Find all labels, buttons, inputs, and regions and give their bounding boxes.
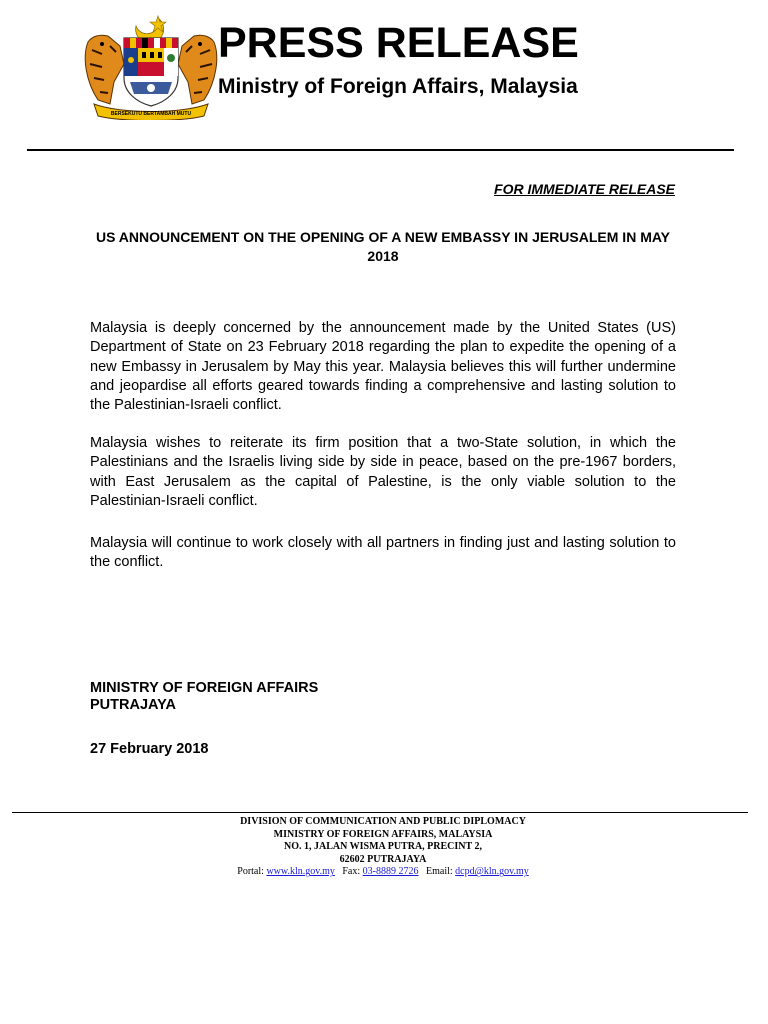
release-date: 27 February 2018 (90, 741, 209, 757)
body-paragraph-3: Malaysia will continue to work closely with all partners in finding just and lasting solution to the conflict. (90, 535, 676, 571)
footer-ministry: MINISTRY OF FOREIGN AFFAIRS, MALAYSIA (273, 828, 493, 840)
signature-location: PUTRAJAYA (90, 697, 176, 713)
footer-address: NO. 1, JALAN WISMA PUTRA, PRECINT 2, (284, 841, 482, 853)
headline: US ANNOUNCEMENT ON THE OPENING OF A NEW EMBASSY IN JERUSALEM IN MAY 2018 (95, 229, 671, 264)
signature-ministry: MINISTRY OF FOREIGN AFFAIRS (90, 680, 319, 696)
footer-postcode: 62602 PUTRAJAYA (339, 853, 427, 865)
page-title: PRESS RELEASE (218, 19, 579, 67)
crest-banner-text: BERSEKUTU BERTAMBAH MUTU (110, 111, 192, 117)
ministry-subtitle: Ministry of Foreign Affairs, Malaysia (218, 75, 578, 98)
coat-of-arms-icon (80, 12, 222, 120)
header-divider (27, 149, 734, 151)
fax-label: Fax: (342, 866, 361, 878)
footer-division: DIVISION OF COMMUNICATION AND PUBLIC DIPLOMACY (240, 816, 526, 827)
immediate-release-tag: FOR IMMEDIATE RELEASE (494, 181, 675, 197)
fax-link[interactable]: 03-8889 2726 (362, 866, 419, 878)
footer-divider (12, 812, 748, 813)
email-link[interactable]: dcpd@kln.gov.my (455, 866, 529, 878)
footer (12, 816, 754, 879)
body-paragraph-1: Malaysia is deeply concerned by the announcement made by the United States (US) Department of State on 23 February 2018 regarding the plan to expedite the opening of a new Embassy in Jerusalem by May this year. Malaysia believes this will further undermine and jeopardise all efforts geared towards finding a comprehensive and lasting solution to the Palestinian-Israeli conflict. (90, 320, 676, 414)
email-label: Email: (426, 866, 453, 878)
portal-label: Portal: (237, 866, 264, 878)
footer-contact (12, 866, 754, 879)
body-paragraph-2: Malaysia wishes to reiterate its firm position that a two-State solution, in which the Palestinians and the Israelis living side by side in peace, based on the pre-1967 borders, with East Jerusalem as the capital of Palestine, is the only viable solution to the Palestinian-Israeli conflict. (90, 435, 676, 509)
portal-link[interactable]: www.kln.gov.my (266, 866, 335, 878)
